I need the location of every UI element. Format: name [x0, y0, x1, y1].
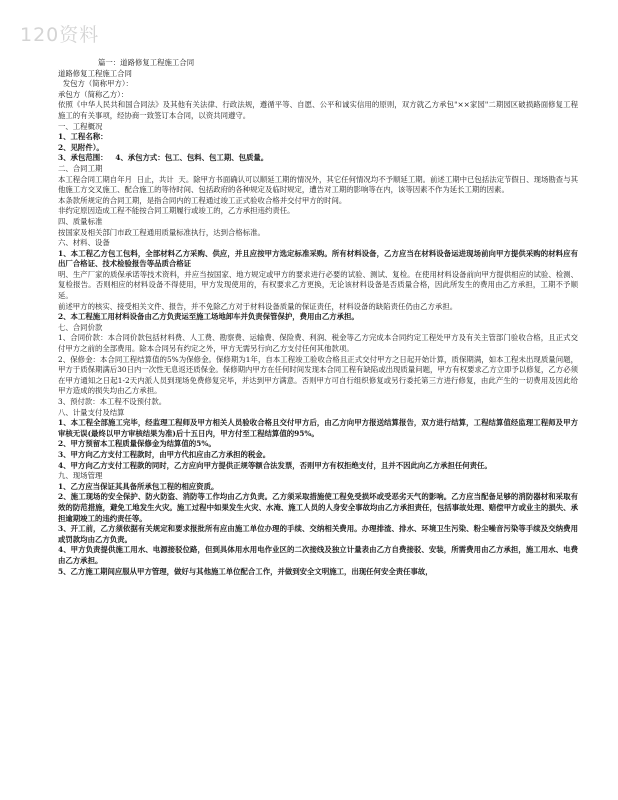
contract-document — [58, 58, 578, 577]
document-paragraph: 九、现场管理 — [58, 471, 103, 481]
document-paragraph: 承包方（简称乙方）： — [58, 89, 129, 99]
document-paragraph: 发包方（简称甲方）： — [58, 79, 133, 89]
watermark: 120资料 — [20, 24, 100, 46]
document-paragraph: 明、生产厂家的质保承诺等技术资料，并应当按国家、地方规定或甲方的要求进行必要的试验、测试、复检。在使用材料设备前向甲方提供相应的试验、检测、复检报告。否则相应的材料设备不得使用，甲方发现使用的，有权要求乙方更换，无论该材料设备是否质量合格，因此所发生的费用由乙方承担，工期不予顺延。 — [58, 269, 578, 301]
document-title: 篇一：道路修复工程施工合同 — [98, 58, 195, 67]
document-paragraph: 5、乙方施工期间应服从甲方管理，做好与其他施工单位配合工作，并做到安全文明施工，出现任何安全责任事故， — [58, 566, 433, 576]
document-paragraph: 4、甲方向乙方支付工程款的同时，乙方应向甲方提供正规等额合法发票，否则甲方有权拒绝支付，且并不因此向乙方承担任何责任。 — [58, 460, 492, 470]
document-paragraph: 按国家及相关部门市政工程通用质量标准执行，达到合格标准。 — [58, 227, 265, 237]
document-paragraph: 七、合同价款 — [58, 322, 103, 332]
document-paragraph: 1、合同价款：本合同价款包括材料费、人工费、勘察费、运输费、保险费、利润、税金等乙方完成本合同约定工程处甲方及有关主管部门验收合格，且正式交付甲方之前的全部费用。除本合同另有约定之外，甲方无需另行向乙方支付任何其他款项。 — [58, 333, 578, 354]
document-paragraph: 二、合同工期 — [58, 163, 103, 173]
document-paragraph: 1、本工程全部施工完毕，经监理工程师及甲方相关人员验收合格且交付甲方后，由乙方向甲方报送结算报告，双方进行结算，工程结算值经监理工程师及甲方审核无误(最终以甲方审核结果为准)后十五日内，甲方付至工程结算值的95%。 — [58, 418, 578, 438]
document-paragraph: 四、质量标准 — [58, 216, 103, 226]
document-paragraph: 2、施工现场的安全保护、防火防盗、消防等工作均由乙方负责。乙方须采取措施使工程免受损坏或受恶劣天气的影响。乙方应当配备足够的消防器材和采取有效的防范措施，避免工地发生火灾。施工过程中如果发生火灾、水淹、施工人员的人身安全事故均由乙方承担责任，包括事故处理、赔偿甲方或业主的损失、承担逾期竣工的违约责任等。 — [58, 492, 578, 523]
document-paragraph: 六、材料、设备 — [58, 238, 110, 248]
document-paragraph: 道路修复工程施工合同 — [58, 68, 132, 78]
document-paragraph: 3、甲方向乙方支付工程款时，由甲方代扣应由乙方承担的税金。 — [58, 449, 271, 459]
document-paragraph: 3、开工前，乙方须依据有关规定和要求报批所有应由施工单位办理的手续、交纳相关费用。办理排渣、排水、环境卫生污染、粉尘噪音污染等手续及交纳费用或罚款均由乙方负责。 — [58, 524, 578, 544]
document-paragraph: 八、计量支付及结算 — [58, 407, 125, 417]
document-paragraph: 1、本工程乙方包工包料，全部材料乙方采购、供应，并且应按甲方选定标准采购。所有材料设备，乙方应当在材料设备运进现场前向甲方提供采购的材料应有出厂合格证、技术检验报告等品质合格证 — [58, 248, 578, 269]
document-paragraph: 4、甲方负责提供施工用水、电源接驳位路，但到具体用水用电作业区的二次接线及独立计量表由乙方自费接驳、安装，所需费用由乙方承担，施工用水、电费由乙方承担。 — [58, 545, 578, 565]
document-paragraph: 非约定原因造成工程不能按合同工期履行或竣工的，乙方承担违约责任。 — [58, 206, 295, 216]
document-paragraph: 依照《中华人民共和国合同法》及其他有关法律、行政法规，遵循平等、自愿、公平和诚实信用的原则，双方就乙方承包"××家园"二期园区破损路面修复工程施工的有关事项，经协商一致签订本合同，以资共同遵守。 — [58, 100, 578, 120]
document-paragraph: 一、工程概况 — [58, 121, 103, 131]
document-paragraph: 2、见附件）。 — [58, 142, 104, 152]
document-paragraph: 2、保修金：本合同工程结算值的5%为保修金。保修期为1年，自本工程竣工验收合格且正式交付甲方之日起开始计算，质保期满，如本工程未出现质量问题，甲方于质保期满后30日内一次性无息返还质保金。保修期内甲方在任何时间发现本合同工程有缺陷或出现质量问题，甲方有权要求乙方立即予以修复，乙方必须在甲方通知之日起1-2天内派人员到现场免费修复完毕，并达到甲方满意。否则甲方可自行组织修复或另行委托第三方进行修复，由此产生的一切费用及因此给甲方造成的损失均由乙方承担。 — [58, 354, 578, 396]
document-paragraph: 3、承包范围： 4、承包方式：包工、包料、包工期、包质量。 — [58, 153, 269, 163]
document-paragraph: 本条款所规定的合同工期，是指合同内的工程通过竣工正式验收合格并交付甲方的时间。 — [58, 195, 347, 205]
document-paragraph: 2、本工程施工用材料设备由乙方负责运至施工场地卸车并负责保管保护，费用由乙方承担。 — [58, 312, 359, 322]
document-paragraph: 2、甲方预留本工程质量保修金为结算值的5%。 — [58, 439, 216, 449]
document-paragraph: 1、乙方应当保证其具备所承包工程的相应资质。 — [58, 481, 219, 491]
document-paragraph: 1、工程名称： — [58, 132, 108, 142]
document-paragraph: 本工程合同工期自年月 日止，共计 天。除甲方书面确认可以顺延工期的情况外，其它任何情况均不予顺延工期。前述工期中已包括法定节假日、现场勘查与其他施工方交叉施工、配合施工的等待时间、包括政府的各种规定及临时规定，遭告对工期的影响等在内，该等因素不作为延长工期的因素。 — [58, 174, 578, 195]
document-paragraph: 3、预付款：本工程不设预付款。 — [58, 397, 167, 406]
document-paragraph: 前述甲方的核实、接受相关文件、报告，并不免除乙方对于材料设备质量的保证责任，材料设备的缺陷责任仍由乙方承担。 — [58, 301, 458, 311]
